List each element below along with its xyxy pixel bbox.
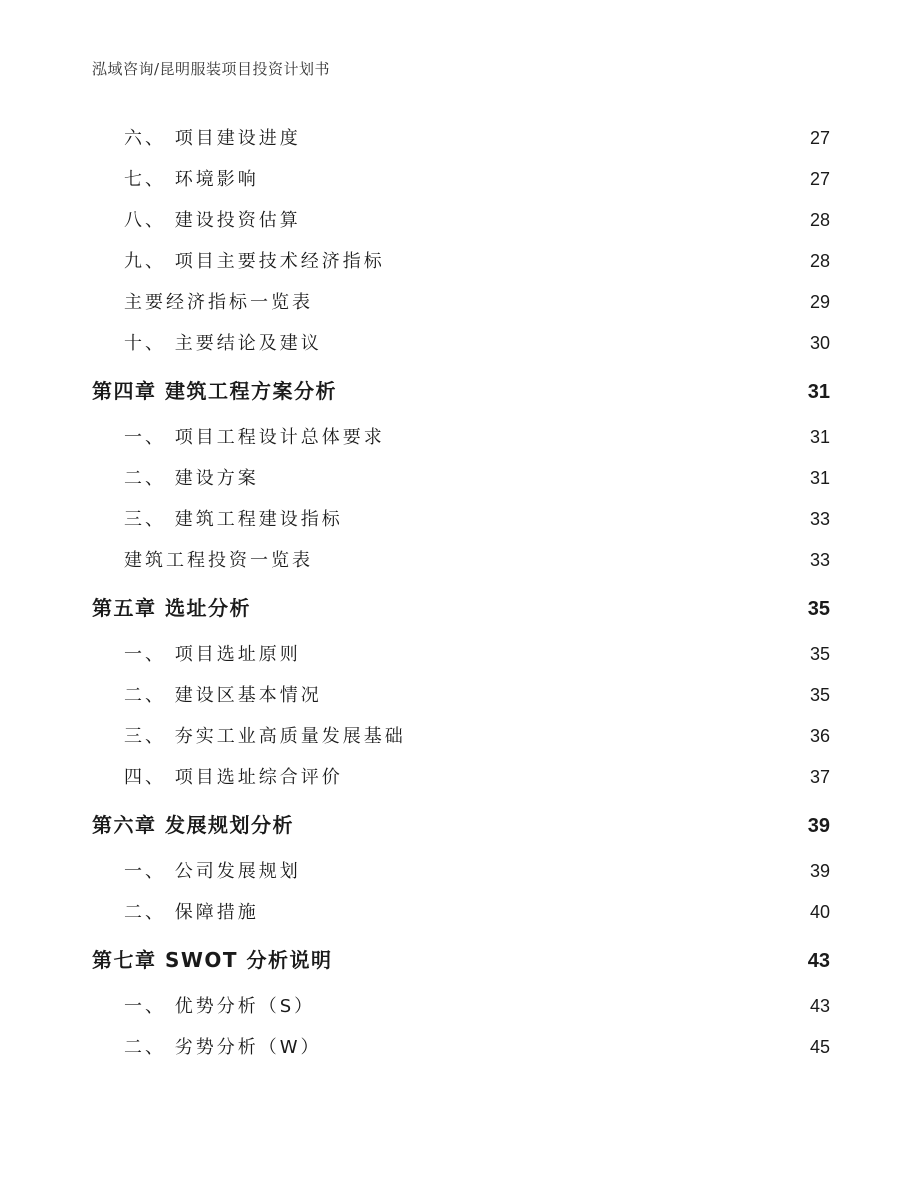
- toc-chapter-page: 43: [807, 950, 830, 972]
- toc-chapter-label: 第七章 SWOT 分析说明: [92, 948, 333, 972]
- toc-entry-label: 一、 优势分析（S）: [124, 996, 316, 1017]
- toc-entry-label: 十、 主要结论及建议: [124, 333, 322, 354]
- toc-entry-label: 八、 建设投资估算: [124, 210, 301, 231]
- toc-entry[interactable]: [92, 540, 830, 581]
- toc-entry[interactable]: [92, 241, 830, 282]
- toc-entry-label: 六、 项目建设进度: [124, 128, 301, 149]
- table-of-contents: [92, 118, 830, 1068]
- toc-entry-label: 一、 项目选址原则: [124, 644, 301, 665]
- toc-entry-label: 二、 保障措施: [124, 902, 259, 923]
- toc-entry-label: 七、 环境影响: [124, 169, 259, 190]
- toc-entry-page: 27: [809, 128, 830, 148]
- toc-entry[interactable]: [92, 986, 830, 1027]
- toc-entry-page: 29: [809, 292, 830, 312]
- toc-entry[interactable]: [92, 417, 830, 458]
- toc-entry-label: 九、 项目主要技术经济指标: [124, 251, 385, 272]
- toc-entry[interactable]: [92, 675, 830, 716]
- running-header: 泓域咨询/昆明服装项目投资计划书: [92, 60, 331, 78]
- toc-entry-page: 33: [809, 509, 830, 529]
- toc-entry-page: 37: [809, 767, 830, 787]
- toc-chapter-page: 31: [807, 381, 830, 403]
- toc-chapter-label: 第六章 发展规划分析: [92, 813, 294, 837]
- toc-entry-page: 40: [809, 902, 830, 922]
- toc-entry-page: 33: [809, 550, 830, 570]
- toc-entry-label: 一、 公司发展规划: [124, 861, 301, 882]
- toc-entry-label: 二、 建设区基本情况: [124, 685, 322, 706]
- toc-entry-page: 27: [809, 169, 830, 189]
- toc-entry-label: 四、 项目选址综合评价: [124, 767, 343, 788]
- toc-entry[interactable]: [92, 458, 830, 499]
- toc-entry[interactable]: [92, 159, 830, 200]
- toc-entry[interactable]: [92, 851, 830, 892]
- toc-entry[interactable]: [92, 200, 830, 241]
- toc-entry[interactable]: [92, 282, 830, 323]
- toc-entry[interactable]: [92, 716, 830, 757]
- toc-entry[interactable]: [92, 323, 830, 364]
- toc-chapter-label: 第四章 建筑工程方案分析: [92, 379, 337, 403]
- toc-entry-page: 36: [809, 726, 830, 746]
- toc-entry-page: 35: [809, 685, 830, 705]
- toc-entry-label: 二、 劣势分析（W）: [124, 1037, 322, 1058]
- toc-chapter-page: 35: [807, 598, 830, 620]
- toc-entry-label: 建筑工程投资一览表: [124, 550, 313, 571]
- toc-entry-label: 三、 夯实工业高质量发展基础: [124, 726, 406, 747]
- toc-entry-page: 35: [809, 644, 830, 664]
- toc-entry[interactable]: [92, 118, 830, 159]
- toc-entry-page: 28: [809, 210, 830, 230]
- toc-chapter[interactable]: [92, 800, 830, 851]
- toc-chapter[interactable]: [92, 935, 830, 986]
- toc-entry-page: 28: [809, 251, 830, 271]
- toc-entry[interactable]: [92, 1027, 830, 1068]
- toc-chapter[interactable]: [92, 583, 830, 634]
- toc-entry-page: 31: [809, 468, 830, 488]
- toc-entry[interactable]: [92, 892, 830, 933]
- toc-chapter-label: 第五章 选址分析: [92, 596, 251, 620]
- toc-chapter-page: 39: [807, 815, 830, 837]
- toc-entry-page: 30: [809, 333, 830, 353]
- toc-entry[interactable]: [92, 499, 830, 540]
- toc-chapter[interactable]: [92, 366, 830, 417]
- toc-entry-page: 43: [809, 996, 830, 1016]
- toc-entry[interactable]: [92, 634, 830, 675]
- toc-entry-label: 主要经济指标一览表: [124, 292, 313, 313]
- toc-entry-page: 31: [809, 427, 830, 447]
- toc-entry-page: 39: [809, 861, 830, 881]
- toc-entry-label: 三、 建筑工程建设指标: [124, 509, 343, 530]
- toc-entry[interactable]: [92, 757, 830, 798]
- toc-entry-label: 二、 建设方案: [124, 468, 259, 489]
- toc-entry-label: 一、 项目工程设计总体要求: [124, 427, 385, 448]
- toc-entry-page: 45: [809, 1037, 830, 1057]
